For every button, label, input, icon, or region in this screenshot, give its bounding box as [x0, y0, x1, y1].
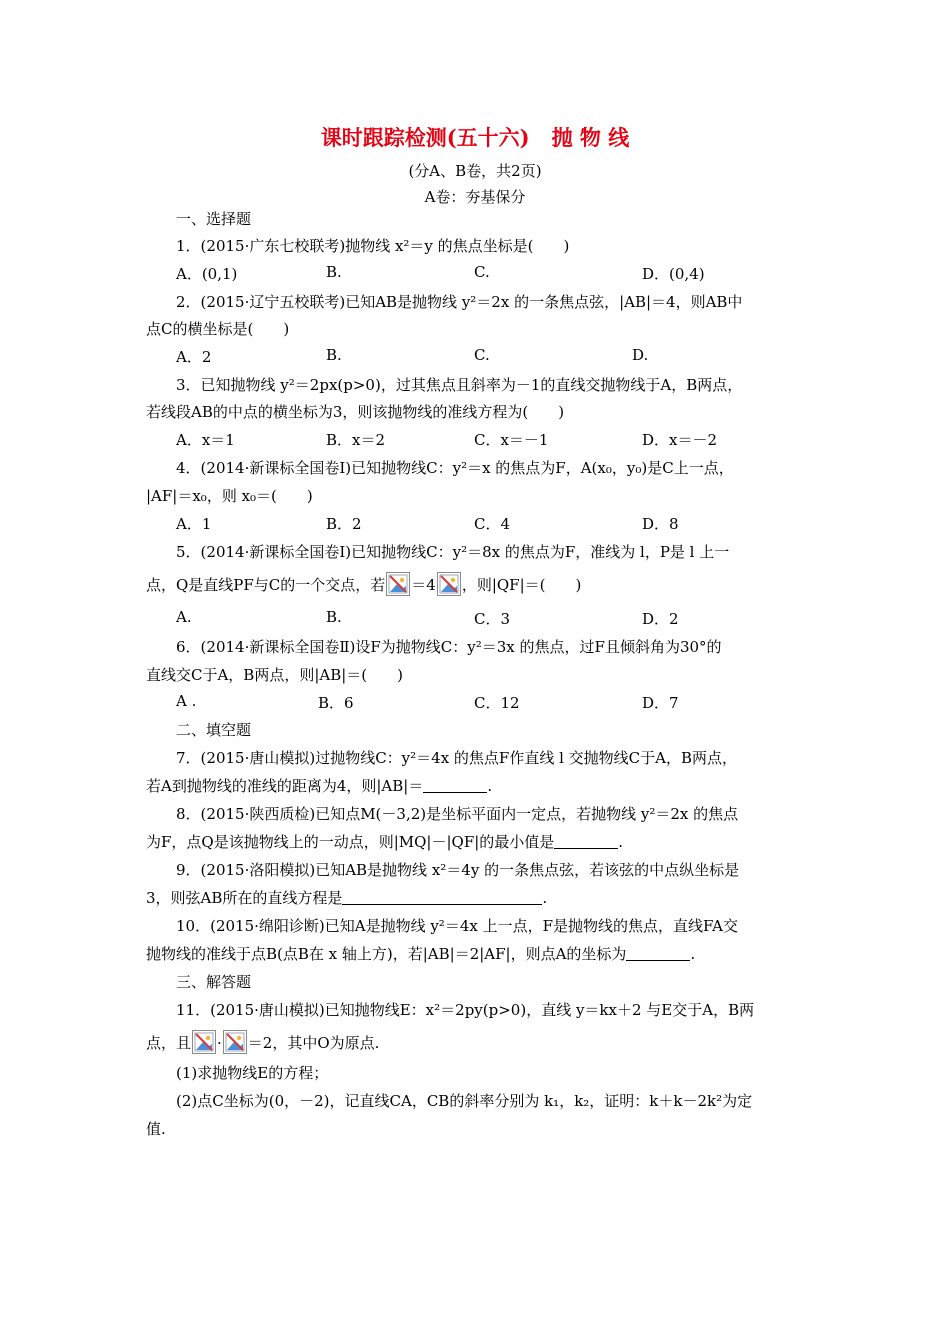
option-b: B．6 — [318, 694, 354, 712]
section-solution: 三、解答题 — [176, 973, 252, 991]
option-b: B. — [326, 346, 342, 364]
question-3-line-2: 若线段AB的中点的横坐标为3，则该抛物线的准线方程为( ) — [146, 403, 565, 421]
question-1-options — [176, 263, 736, 283]
option-c: C．3 — [474, 610, 511, 628]
option-c: C．12 — [474, 694, 520, 712]
section-choice: 一、选择题 — [176, 210, 252, 228]
option-c: C. — [474, 263, 490, 281]
image-placeholder-icon — [386, 572, 410, 596]
q10-text: 抛物线的准线于点B(点B在 x 轴上方)，若|AB|＝2|AF|，则点A的坐标为 — [146, 945, 627, 963]
option-d: D．(0,4) — [642, 265, 705, 283]
option-d: D．2 — [642, 610, 679, 628]
answer-blank — [342, 890, 542, 905]
option-b: B. — [326, 608, 342, 626]
question-7-line-1: 7．(2015·唐山模拟)过抛物线C：y²＝4x 的焦点F作直线 l 交抛物线C于A，B两点， — [176, 749, 738, 767]
question-3-options — [176, 429, 736, 449]
option-d: D. — [632, 346, 649, 364]
answer-blank — [554, 834, 618, 849]
option-d: D．7 — [642, 694, 679, 712]
q8-text: 为F，点Q是该抛物线上的一动点，则|MQ|－|QF|的最小值是 — [146, 833, 555, 851]
question-7-line-2: 若A到抛物线的准线的距离为4，则|AB|＝ . — [146, 777, 493, 795]
question-11-line-2 — [146, 1030, 810, 1054]
option-d: D．x＝－2 — [642, 431, 718, 449]
option-a: A . — [176, 692, 197, 710]
answer-blank — [626, 946, 690, 961]
question-2-line-2: 点C的横坐标是( ) — [146, 320, 290, 338]
q7-text: 若A到抛物线的准线的距离为4，则|AB|＝ — [146, 777, 424, 795]
q11-text-2: · — [217, 1034, 222, 1052]
question-11-part-2-end: 值. — [146, 1120, 166, 1138]
question-11-line-1: 11．(2015·唐山模拟)已知抛物线E：x²＝2py(p>0)，直线 y＝kx＋2 与E交于A，B两 — [176, 1001, 755, 1019]
question-8-line-1: 8．(2015·陕西质检)已知点M(－3,2)是坐标平面内一定点，若抛物线 y²＝2x 的焦点 — [176, 805, 739, 823]
question-9-line-2: 3，则弦AB所在的直线方程是 . — [146, 889, 548, 907]
question-6-line-2: 直线交C于A，B两点，则|AB|＝( ) — [146, 666, 404, 684]
option-b: B．2 — [326, 515, 362, 533]
q5-text-3: ，则|QF|＝( ) — [461, 576, 582, 594]
title-topic: 抛 物 线 — [551, 125, 630, 150]
option-d: D．8 — [642, 515, 679, 533]
question-8-line-2: 为F，点Q是该抛物线上的一动点，则|MQ|－|QF|的最小值是 . — [146, 833, 624, 851]
option-c: C. — [474, 346, 490, 364]
question-5-line-1: 5．(2014·新课标全国卷Ⅰ)已知抛物线C：y²＝8x 的焦点为F，准线为 l，P是 l 上一 — [176, 543, 730, 561]
option-b: B．x＝2 — [326, 431, 386, 449]
question-5-options — [176, 608, 736, 628]
title-main: 课时跟踪检测(五十六) — [320, 125, 530, 150]
option-c: C．4 — [474, 515, 511, 533]
option-c: C．x＝－1 — [474, 431, 549, 449]
question-2-line-1: 2．(2015·辽宁五校联考)已知AB是抛物线 y²＝2x 的一条焦点弦，|AB|＝4，则AB中 — [176, 293, 743, 311]
image-placeholder-icon — [192, 1030, 216, 1054]
question-5-line-2 — [146, 572, 810, 596]
question-4-options — [176, 513, 736, 533]
question-10-line-1: 10．(2015·绵阳诊断)已知A是抛物线 y²＝4x 上一点，F是抛物线的焦点，直线FA交 — [176, 917, 738, 935]
question-11-part-1: (1)求抛物线E的方程； — [176, 1064, 329, 1082]
question-1: 1．(2015·广东七校联考)抛物线 x²＝y 的焦点坐标是( ) — [176, 237, 570, 255]
question-4-line-1: 4．(2014·新课标全国卷Ⅰ)已知抛物线C：y²＝x 的焦点为F，A(x₀，y₀)是C上一点， — [176, 459, 734, 477]
section-fill-in: 二、填空题 — [176, 721, 252, 739]
page-title — [0, 122, 950, 152]
image-placeholder-icon — [223, 1030, 247, 1054]
q5-text-2: ＝4 — [411, 576, 436, 594]
question-6-line-1: 6．(2014·新课标全国卷Ⅱ)设F为抛物线C：y²＝3x 的焦点，过F且倾斜角为30°的 — [176, 638, 722, 656]
option-b: B. — [326, 263, 342, 281]
question-11-part-2: (2)点C坐标为(0，－2)，记直线CA，CB的斜率分别为 k₁，k₂，证明：k＋k－2k²为定 — [176, 1092, 753, 1110]
q11-text-3: ＝2，其中O为原点. — [247, 1034, 380, 1052]
q5-text-1: 点，Q是直线PF与C的一个交点，若 — [146, 576, 386, 594]
option-a: A. — [176, 608, 192, 626]
question-9-line-1: 9．(2015·洛阳模拟)已知AB是抛物线 x²＝4y 的一条焦点弦，若该弦的中点纵坐标是 — [176, 861, 740, 879]
q11-text-1: 点，且 — [146, 1034, 192, 1052]
answer-blank — [423, 778, 487, 793]
image-placeholder-icon — [437, 572, 461, 596]
question-6-options — [176, 692, 736, 712]
option-a: A．2 — [176, 348, 212, 366]
option-a: A．(0,1) — [176, 265, 238, 283]
question-3-line-1: 3．已知抛物线 y²＝2px(p>0)，过其焦点且斜率为－1的直线交抛物线于A，B两点， — [176, 376, 743, 394]
question-2-options — [176, 346, 736, 366]
q9-text: 3，则弦AB所在的直线方程是 — [146, 889, 343, 907]
question-4-line-2: |AF|＝x₀，则 x₀＝( ) — [146, 487, 313, 505]
question-10-line-2: 抛物线的准线于点B(点B在 x 轴上方)，若|AB|＝2|AF|，则点A的坐标为 . — [146, 945, 696, 963]
page-subtitle: (分A、B卷，共2页) — [408, 162, 542, 180]
option-a: A．1 — [176, 515, 212, 533]
option-a: A．x＝1 — [176, 431, 235, 449]
section-heading: A卷：夯基保分 — [424, 188, 526, 206]
